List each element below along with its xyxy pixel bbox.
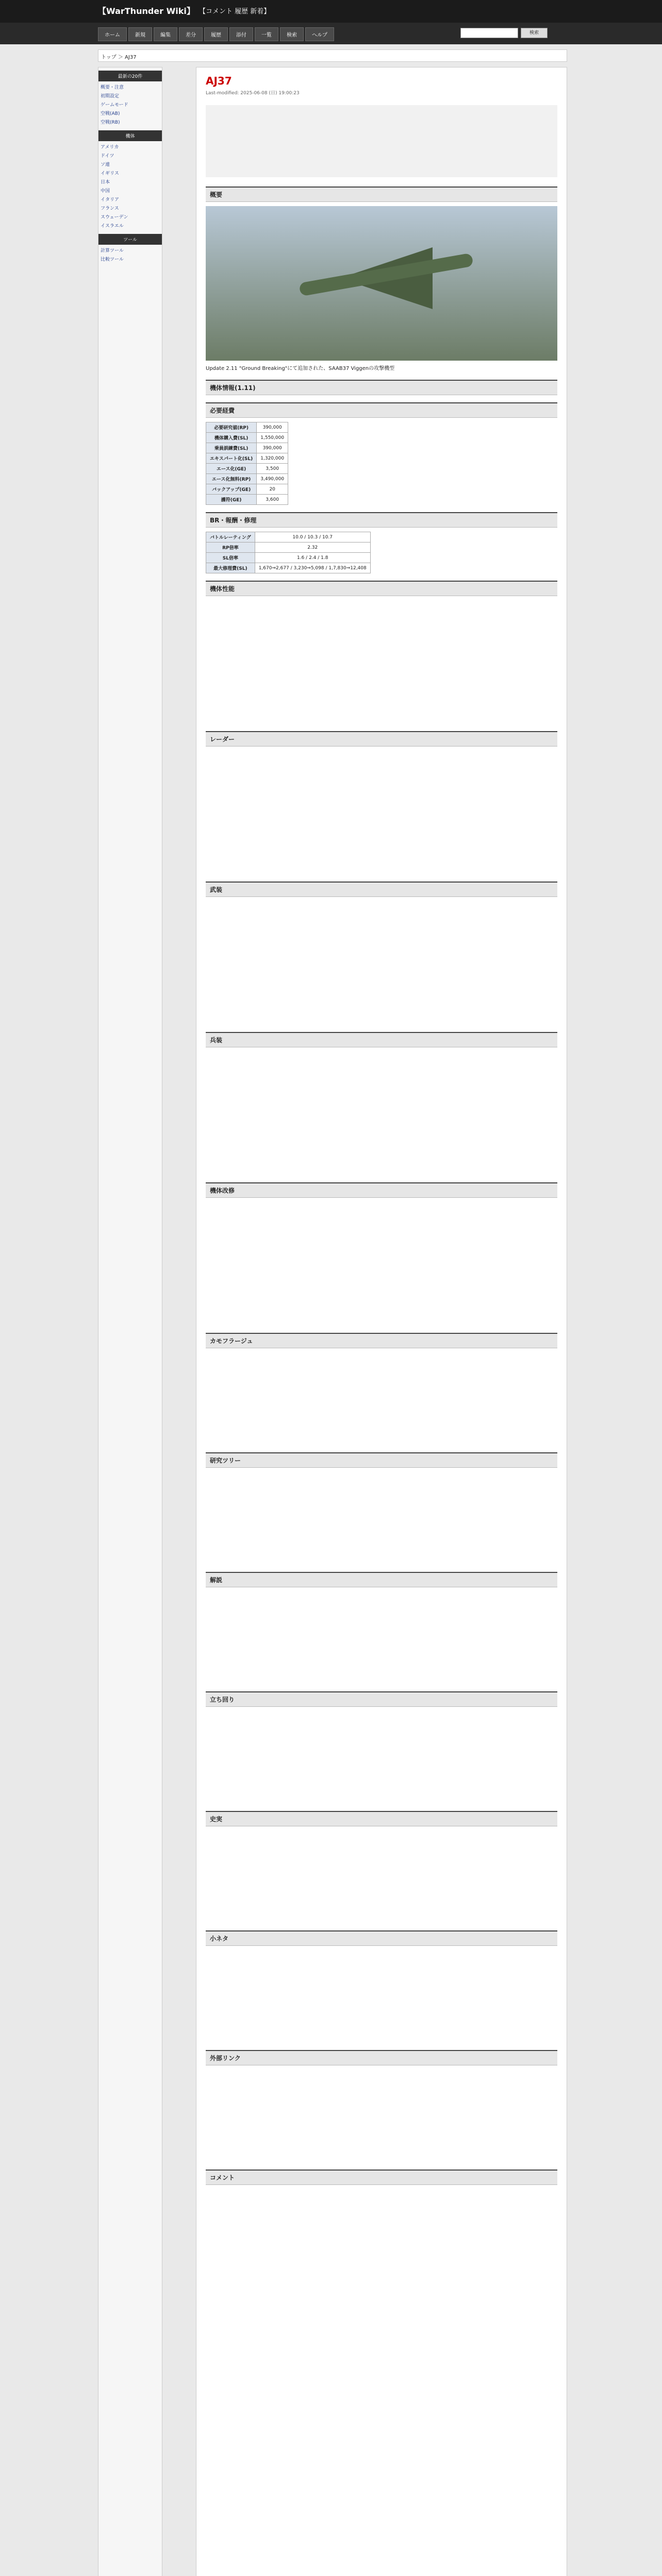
- table-cell: 護符(GE): [206, 495, 257, 505]
- section-heading: コメント: [206, 2170, 557, 2185]
- section-body: [206, 1052, 557, 1175]
- section-heading: レーダー: [206, 731, 557, 747]
- section-heading: 史実: [206, 1811, 557, 1826]
- table-cell: バックアップ(GE): [206, 484, 257, 495]
- cost-table: [206, 422, 288, 505]
- table-cell: 1,670⇒2,677 / 3,230⇒5,098 / 1,7,830⇒12,408: [255, 563, 370, 573]
- section-heading: 機体性能: [206, 581, 557, 596]
- table-row: [206, 553, 371, 563]
- sidebar-item[interactable]: 中国: [101, 189, 110, 194]
- section-body: [206, 1472, 557, 1565]
- section-body: [206, 1591, 557, 1684]
- table-cell: 最大修理費(SL): [206, 563, 255, 573]
- table-cell: SL倍率: [206, 553, 255, 563]
- section-heading: 機体改修: [206, 1182, 557, 1198]
- nav-tab[interactable]: 差分: [179, 27, 203, 41]
- page-title: AJ37: [206, 75, 232, 87]
- table-cell: 3,490,000: [257, 474, 288, 484]
- table-cell: 3,500: [257, 464, 288, 474]
- table-row: [206, 422, 288, 433]
- section-heading: 外部リンク: [206, 2050, 557, 2065]
- table-cell: エース化(GE): [206, 464, 257, 474]
- table-cell: 1,320,000: [257, 453, 288, 464]
- table-row: [206, 563, 371, 573]
- nav-tab[interactable]: ホーム: [98, 27, 127, 41]
- section-body: [206, 1202, 557, 1326]
- section-heading: 概要: [206, 187, 557, 202]
- search-input[interactable]: [460, 28, 518, 38]
- section-heading: 研究ツリー: [206, 1452, 557, 1468]
- table-cell: エキスパート化(SL): [206, 453, 257, 464]
- sidebar-item[interactable]: スウェーデン: [101, 215, 128, 220]
- section-heading: カモフラージュ: [206, 1333, 557, 1348]
- sidebar-heading: 最新の20件: [98, 71, 162, 81]
- section-body: [206, 600, 557, 724]
- nav-tab[interactable]: ヘルプ: [305, 27, 334, 41]
- table-cell: 乗員訓練費(SL): [206, 443, 257, 453]
- table-cell: バトルレーティング: [206, 532, 255, 543]
- sidebar-item[interactable]: 比較ツール: [101, 257, 124, 262]
- sidebar-item[interactable]: アメリカ: [101, 145, 119, 150]
- section-heading: 兵装: [206, 1032, 557, 1047]
- ad-banner: [206, 105, 557, 177]
- sidebar-item[interactable]: イタリア: [101, 197, 120, 202]
- sidebar-item[interactable]: 空戦(AB): [101, 111, 120, 116]
- nav-tab[interactable]: 履歴: [204, 27, 228, 41]
- section-body: [206, 1950, 557, 2043]
- section-heading: 必要経費: [206, 402, 557, 418]
- br-table: [206, 532, 371, 573]
- overview-text: Update 2.11 "Ground Breaking"にて追加された、SAAB37 Viggenの攻撃機型: [206, 366, 395, 371]
- table-cell: 2.32: [255, 543, 370, 553]
- sidebar-item[interactable]: イギリス: [101, 171, 119, 176]
- table-row: [206, 443, 288, 453]
- table-cell: 390,000: [257, 443, 288, 453]
- sidebar-item[interactable]: ゲームモード: [101, 103, 128, 108]
- section-body: [206, 1831, 557, 1923]
- sidebar-item[interactable]: フランス: [101, 206, 119, 211]
- top-bar: [0, 0, 662, 23]
- section-body: [206, 901, 557, 1025]
- breadcrumb[interactable]: トップ ＞ AJ37: [98, 49, 567, 62]
- sidebar-item[interactable]: イスラエル: [101, 224, 124, 229]
- sidebar-heading: 機体: [98, 130, 162, 141]
- sidebar-item[interactable]: 計算ツール: [101, 248, 124, 253]
- sidebar-item[interactable]: 空戦(RB): [101, 120, 120, 125]
- table-cell: 1.6 / 2.4 / 1.8: [255, 553, 370, 563]
- table-cell: 必要研究値(RP): [206, 422, 257, 433]
- aircraft-image: [206, 206, 557, 361]
- table-row: [206, 464, 288, 474]
- sidebar-item[interactable]: 初期設定: [101, 94, 120, 99]
- section-heading: 立ち回り: [206, 1691, 557, 1707]
- table-cell: エース化無料(RP): [206, 474, 257, 484]
- table-row: [206, 543, 371, 553]
- sidebar-heading: ツール: [98, 234, 162, 245]
- section-body: [206, 2189, 557, 2282]
- table-cell: RP倍率: [206, 543, 255, 553]
- sidebar-item[interactable]: 日本: [101, 180, 110, 185]
- table-row: [206, 453, 288, 464]
- site-sub-links[interactable]: 【コメント 履歴 新着】: [199, 8, 271, 15]
- nav-bar: [0, 23, 662, 44]
- nav-tab[interactable]: 編集: [154, 27, 177, 41]
- nav-tab[interactable]: 一覧: [255, 27, 278, 41]
- table-row: [206, 532, 371, 543]
- section-body: [206, 751, 557, 874]
- table-row: [206, 495, 288, 505]
- table-cell: 3,600: [257, 495, 288, 505]
- section-heading: 機体情報(1.11): [206, 380, 557, 395]
- table-cell: 1,550,000: [257, 433, 288, 443]
- section-heading: 小ネタ: [206, 1930, 557, 1946]
- last-modified: Last-modified: 2025-06-08 (日) 19:00:23: [206, 91, 300, 96]
- sidebar-item[interactable]: ドイツ: [101, 154, 114, 159]
- table-cell: 機体購入費(SL): [206, 433, 257, 443]
- sidebar-item[interactable]: 概要・注意: [101, 85, 124, 90]
- section-body: [206, 2070, 557, 2162]
- search-button[interactable]: 検索: [521, 28, 548, 38]
- nav-tab[interactable]: 新規: [128, 27, 152, 41]
- table-row: [206, 474, 288, 484]
- table-cell: 390,000: [257, 422, 288, 433]
- table-row: [206, 433, 288, 443]
- sidebar-item[interactable]: ソ連: [101, 162, 110, 167]
- table-cell: 10.0 / 10.3 / 10.7: [255, 532, 370, 543]
- main-content: [196, 67, 567, 2576]
- table-cell: 20: [257, 484, 288, 495]
- site-logo[interactable]: 【WarThunder Wiki】: [98, 6, 195, 16]
- section-heading: BR・報酬・修理: [206, 512, 557, 528]
- nav-tab[interactable]: 検索: [280, 27, 304, 41]
- section-heading: 武装: [206, 882, 557, 897]
- nav-tab[interactable]: 添付: [229, 27, 253, 41]
- section-body: [206, 1352, 557, 1445]
- section-body: [206, 1711, 557, 1804]
- section-heading: 解説: [206, 1572, 557, 1587]
- sidebar: [98, 67, 162, 2576]
- table-row: [206, 484, 288, 495]
